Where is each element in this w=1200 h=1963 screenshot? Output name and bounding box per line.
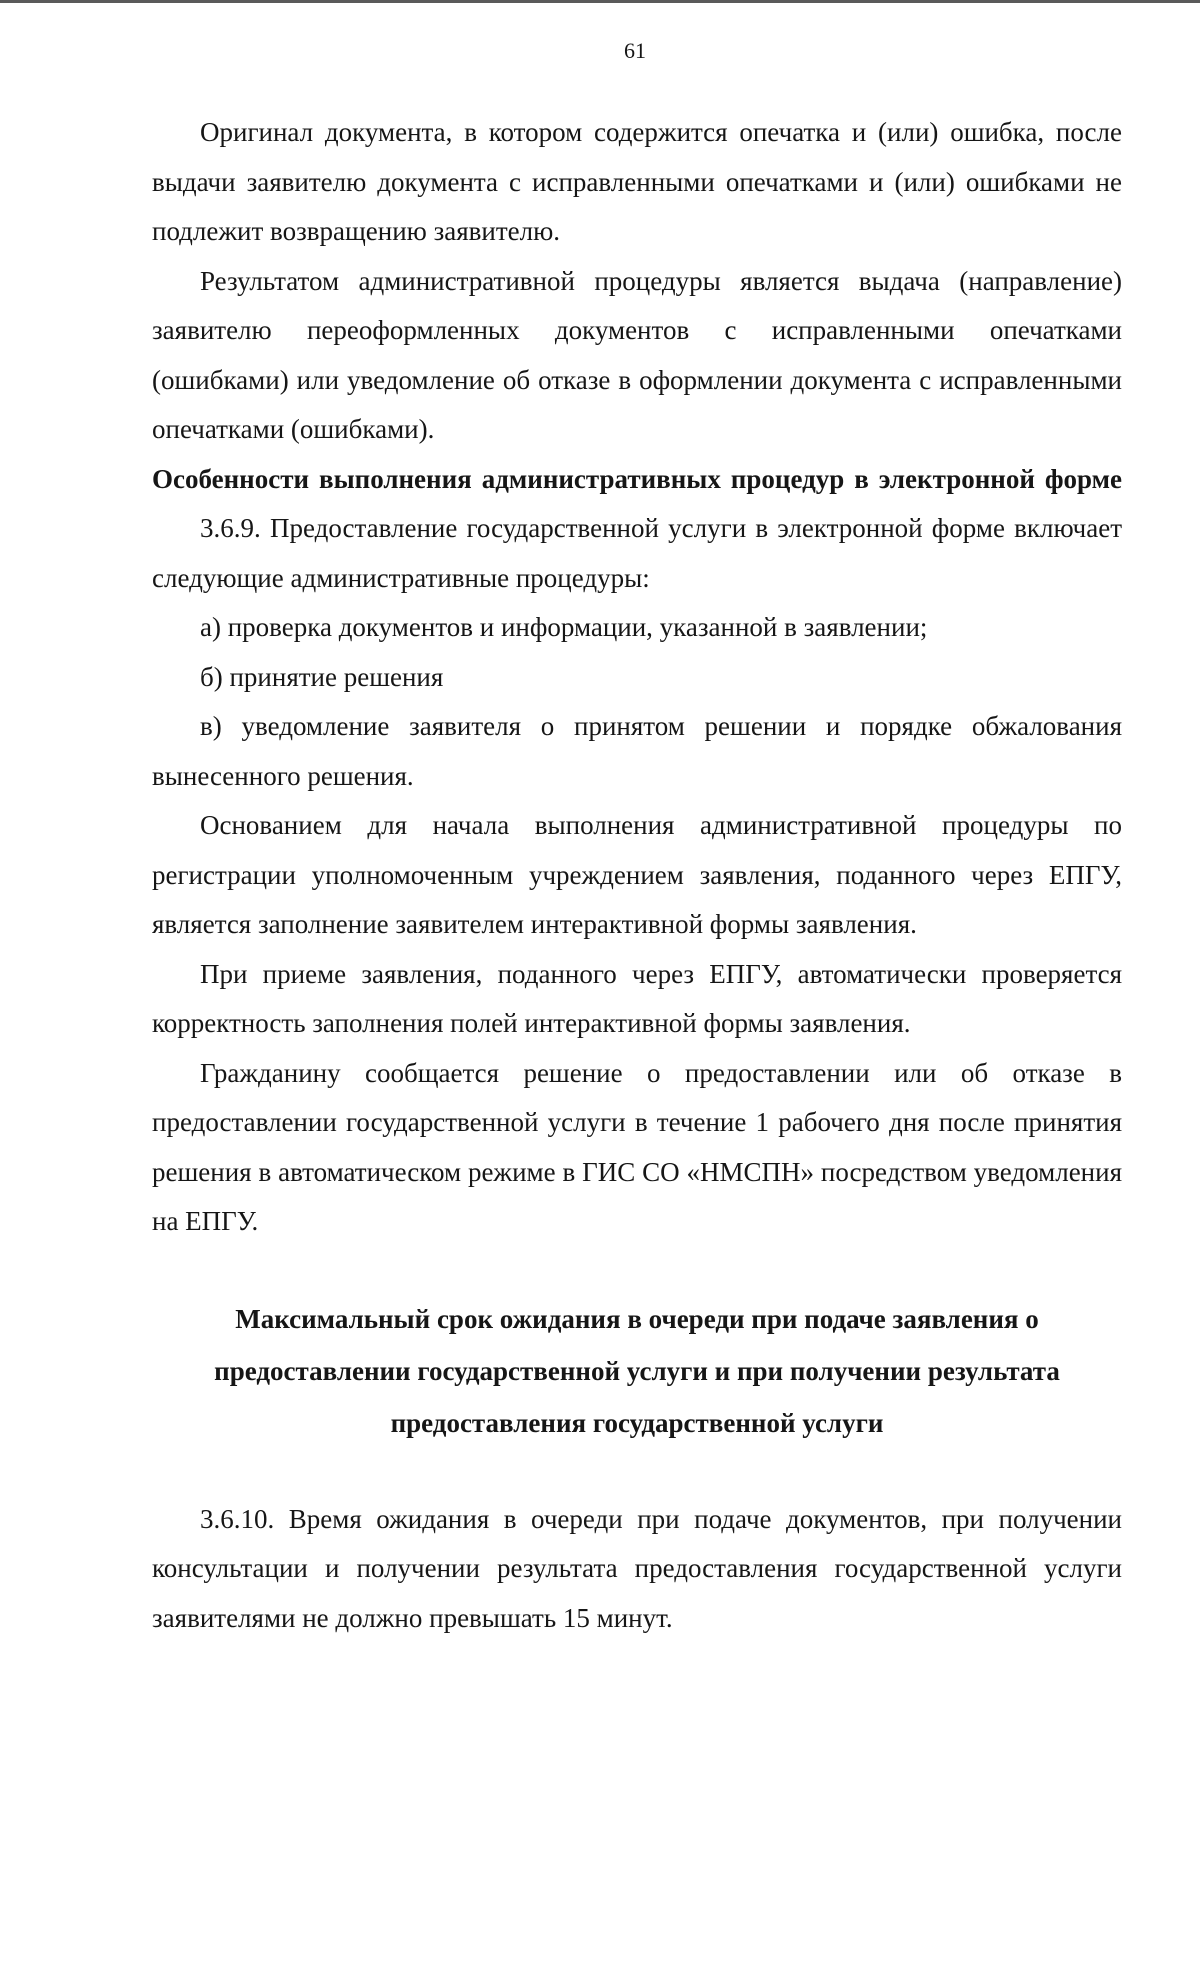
document-body (152, 108, 1122, 1643)
heading-line: предоставлении государственной услуги и при получении результата (214, 1355, 1060, 1386)
paragraph-automatic-check: При приеме заявления, поданного через ЕПГУ, автоматически проверяется корректность заполнения полей интерактивной формы заявления. (152, 958, 1122, 1038)
section-heading-electronic-procedures: Особенности выполнения административных процедур в электронной форме (152, 463, 1122, 494)
paragraph-procedure-result: Результатом административной процедуры является выдача (направление) заявителю переоформленных документов с исправленными опечатками (ошибками) или уведомление об отказе в оформлении документа с исправленными опечатками (ошибками). (152, 265, 1122, 444)
paragraph-original-document: Оригинал документа, в котором содержится опечатка и (или) ошибка, после выдачи заявителю документа с исправленными опечатками и (или) ошибками не подлежит возвращению заявителю. (152, 117, 1122, 246)
paragraph-clause-3-6-9: 3.6.9. Предоставление государственной услуги в электронной форме включает следующие административные процедуры: (152, 513, 1122, 593)
section-heading-waiting-time (152, 1293, 1122, 1449)
list-item-c: в) уведомление заявителя о принятом решении и порядке обжалования вынесенного решения. (152, 711, 1122, 791)
scan-top-edge (0, 0, 1200, 3)
page-number: 61 (624, 38, 646, 63)
paragraph-citizen-notification: Гражданину сообщается решение о предоставлении или об отказе в предоставлении государственной услуги в течение 1 рабочего дня после принятия решения в автоматическом режиме в ГИС СО «НМСПН» посредством уведомления на ЕПГУ. (152, 1057, 1122, 1236)
list-item-a: а) проверка документов и информации, указанной в заявлении; (200, 612, 928, 642)
paragraph-registration-basis: Основанием для начала выполнения административной процедуры по регистрации уполномоченным учреждением заявления, поданного через ЕПГУ, является заполнение заявителем интерактивной формы заявления. (152, 810, 1122, 939)
heading-line: предоставления государственной услуги (390, 1407, 884, 1438)
paragraph-clause-3-6-10: 3.6.10. Время ожидания в очереди при подаче документов, при получении консультации и получении результата предоставления государственной услуги заявителями не должно превышать 15 минут. (152, 1503, 1122, 1633)
list-item-b: б) принятие решения (200, 661, 444, 692)
heading-line: Максимальный срок ожидания в очереди при подаче заявления о (235, 1303, 1039, 1334)
